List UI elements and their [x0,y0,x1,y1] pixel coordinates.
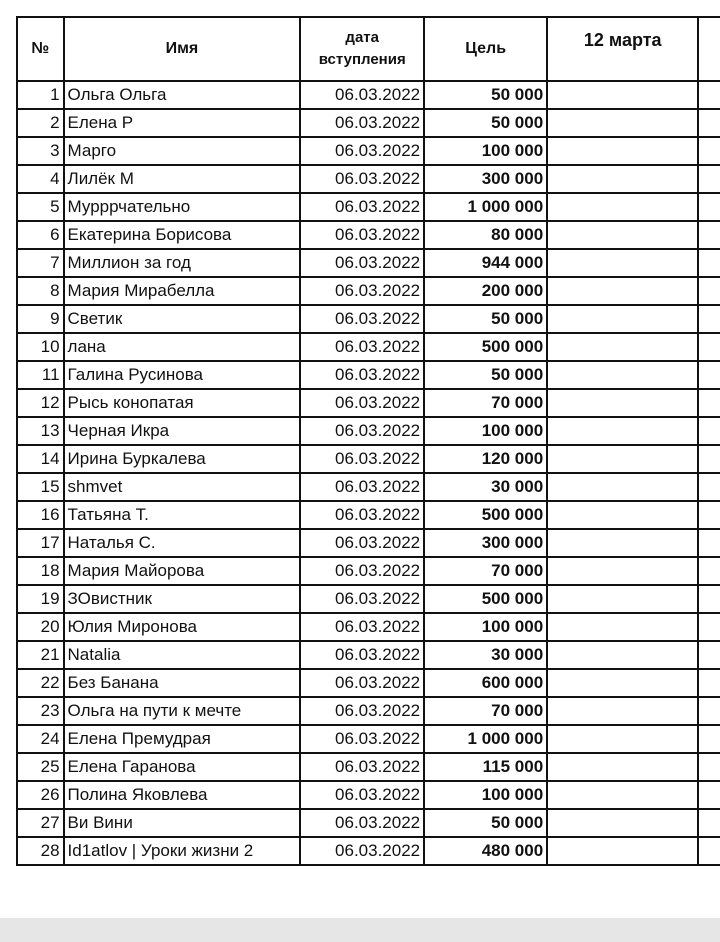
row-goal: 500 000 [424,333,547,361]
row-next-cell [698,809,720,837]
row-goal: 944 000 [424,249,547,277]
row-next-cell [698,361,720,389]
row-goal: 600 000 [424,669,547,697]
row-name: Юлия Миронова [64,613,301,641]
table-row [17,781,720,809]
row-number: 28 [17,837,64,865]
row-next-cell [698,585,720,613]
row-goal: 50 000 [424,305,547,333]
row-day-cell [547,837,698,865]
row-number: 3 [17,137,64,165]
row-next-cell [698,305,720,333]
row-number: 15 [17,473,64,501]
table-row [17,809,720,837]
row-join-date: 06.03.2022 [300,305,424,333]
row-goal: 120 000 [424,445,547,473]
row-number: 6 [17,221,64,249]
row-join-date: 06.03.2022 [300,613,424,641]
row-number: 7 [17,249,64,277]
row-name: Ольга Ольга [64,81,301,109]
table-row [17,109,720,137]
row-number: 5 [17,193,64,221]
row-name: shmvet [64,473,301,501]
row-number: 20 [17,613,64,641]
row-day-cell [547,165,698,193]
row-day-cell [547,473,698,501]
row-day-cell [547,417,698,445]
row-next-cell [698,753,720,781]
row-goal: 70 000 [424,697,547,725]
row-day-cell [547,753,698,781]
row-next-cell [698,417,720,445]
row-next-cell [698,669,720,697]
row-name: Мурррчательно [64,193,301,221]
row-join-date: 06.03.2022 [300,697,424,725]
row-join-date: 06.03.2022 [300,473,424,501]
table-row [17,725,720,753]
row-next-cell [698,81,720,109]
header-day-12-march: 12 марта [547,17,698,81]
row-join-date: 06.03.2022 [300,669,424,697]
row-join-date: 06.03.2022 [300,809,424,837]
table-row [17,333,720,361]
row-next-cell [698,837,720,865]
row-day-cell [547,333,698,361]
page-bottom-margin [0,918,720,942]
row-number: 14 [17,445,64,473]
table-row [17,361,720,389]
table-row [17,585,720,613]
row-join-date: 06.03.2022 [300,585,424,613]
row-day-cell [547,697,698,725]
row-goal: 100 000 [424,613,547,641]
row-goal: 115 000 [424,753,547,781]
row-day-cell [547,557,698,585]
row-goal: 1 000 000 [424,193,547,221]
table-row [17,613,720,641]
row-goal: 30 000 [424,641,547,669]
row-name: лана [64,333,301,361]
row-number: 2 [17,109,64,137]
row-number: 8 [17,277,64,305]
table-header-row [17,17,720,81]
table-body [17,81,720,865]
row-next-cell [698,641,720,669]
row-join-date: 06.03.2022 [300,333,424,361]
row-name: Natalia [64,641,301,669]
header-join-date: дата вступления [300,17,424,81]
row-join-date: 06.03.2022 [300,781,424,809]
row-join-date: 06.03.2022 [300,417,424,445]
row-day-cell [547,221,698,249]
row-number: 10 [17,333,64,361]
row-number: 19 [17,585,64,613]
row-join-date: 06.03.2022 [300,277,424,305]
table-row [17,137,720,165]
row-goal: 30 000 [424,473,547,501]
row-next-cell [698,529,720,557]
row-goal: 50 000 [424,809,547,837]
row-next-cell [698,613,720,641]
row-name: Ирина Буркалева [64,445,301,473]
row-day-cell [547,389,698,417]
table-row [17,669,720,697]
row-day-cell [547,613,698,641]
row-join-date: 06.03.2022 [300,165,424,193]
row-goal: 50 000 [424,361,547,389]
row-goal: 1 000 000 [424,725,547,753]
row-name: Лилёк М [64,165,301,193]
row-name: Рысь конопатая [64,389,301,417]
header-number: № [17,17,64,81]
row-name: ЗОвистник [64,585,301,613]
table-row [17,389,720,417]
row-name: Елена Премудрая [64,725,301,753]
row-join-date: 06.03.2022 [300,445,424,473]
table-row [17,249,720,277]
row-next-cell [698,193,720,221]
row-number: 17 [17,529,64,557]
row-goal: 100 000 [424,417,547,445]
row-name: Без Банана [64,669,301,697]
row-day-cell [547,781,698,809]
row-number: 23 [17,697,64,725]
row-number: 16 [17,501,64,529]
row-name: Черная Икра [64,417,301,445]
row-number: 22 [17,669,64,697]
row-day-cell [547,81,698,109]
row-number: 26 [17,781,64,809]
row-name: Светик [64,305,301,333]
row-goal: 50 000 [424,109,547,137]
row-name: Татьяна Т. [64,501,301,529]
row-number: 12 [17,389,64,417]
row-next-cell [698,725,720,753]
row-number: 9 [17,305,64,333]
header-next-column [698,17,720,81]
table-row [17,697,720,725]
row-name: Ви Вини [64,809,301,837]
row-next-cell [698,165,720,193]
table-row [17,165,720,193]
header-name: Имя [64,17,301,81]
row-number: 24 [17,725,64,753]
row-join-date: 06.03.2022 [300,249,424,277]
table-row [17,473,720,501]
row-name: Мария Мирабелла [64,277,301,305]
row-next-cell [698,389,720,417]
row-goal: 500 000 [424,585,547,613]
row-number: 4 [17,165,64,193]
row-join-date: 06.03.2022 [300,137,424,165]
row-join-date: 06.03.2022 [300,837,424,865]
row-join-date: 06.03.2022 [300,109,424,137]
table-row [17,557,720,585]
row-day-cell [547,725,698,753]
spreadsheet-page [16,16,720,916]
table-row [17,529,720,557]
row-goal: 300 000 [424,165,547,193]
row-join-date: 06.03.2022 [300,641,424,669]
row-goal: 300 000 [424,529,547,557]
table-row [17,277,720,305]
row-day-cell [547,501,698,529]
row-join-date: 06.03.2022 [300,221,424,249]
row-name: Елена Р [64,109,301,137]
row-name: Екатерина Борисова [64,221,301,249]
row-name: Марго [64,137,301,165]
table-row [17,445,720,473]
row-day-cell [547,277,698,305]
row-join-date: 06.03.2022 [300,753,424,781]
table-row [17,305,720,333]
row-next-cell [698,501,720,529]
row-next-cell [698,781,720,809]
row-next-cell [698,473,720,501]
table-row [17,501,720,529]
row-day-cell [547,529,698,557]
row-next-cell [698,249,720,277]
row-day-cell [547,809,698,837]
row-number: 27 [17,809,64,837]
row-join-date: 06.03.2022 [300,529,424,557]
row-day-cell [547,305,698,333]
row-next-cell [698,221,720,249]
row-next-cell [698,137,720,165]
row-number: 25 [17,753,64,781]
row-name: Миллион за год [64,249,301,277]
row-join-date: 06.03.2022 [300,389,424,417]
row-goal: 480 000 [424,837,547,865]
row-goal: 50 000 [424,81,547,109]
header-goal: Цель [424,17,547,81]
row-goal: 100 000 [424,137,547,165]
row-goal: 100 000 [424,781,547,809]
row-goal: 200 000 [424,277,547,305]
row-name: Наталья С. [64,529,301,557]
row-name: Мария Майорова [64,557,301,585]
row-day-cell [547,641,698,669]
row-next-cell [698,277,720,305]
row-join-date: 06.03.2022 [300,557,424,585]
row-day-cell [547,669,698,697]
row-next-cell [698,697,720,725]
row-day-cell [547,445,698,473]
row-goal: 70 000 [424,557,547,585]
row-next-cell [698,109,720,137]
row-goal: 80 000 [424,221,547,249]
row-name: Галина Русинова [64,361,301,389]
row-day-cell [547,361,698,389]
row-number: 13 [17,417,64,445]
row-join-date: 06.03.2022 [300,361,424,389]
table-row [17,221,720,249]
row-join-date: 06.03.2022 [300,193,424,221]
row-goal: 70 000 [424,389,547,417]
table-row [17,81,720,109]
row-next-cell [698,557,720,585]
row-goal: 500 000 [424,501,547,529]
row-name: Id1atlov | Уроки жизни 2 [64,837,301,865]
row-number: 11 [17,361,64,389]
table-row [17,417,720,445]
row-number: 21 [17,641,64,669]
table-row [17,193,720,221]
row-number: 1 [17,81,64,109]
row-day-cell [547,193,698,221]
row-next-cell [698,333,720,361]
row-name: Елена Гаранова [64,753,301,781]
table-row [17,753,720,781]
row-number: 18 [17,557,64,585]
row-name: Полина Яковлева [64,781,301,809]
row-join-date: 06.03.2022 [300,725,424,753]
row-join-date: 06.03.2022 [300,81,424,109]
row-day-cell [547,585,698,613]
row-name: Ольга на пути к мечте [64,697,301,725]
table-row [17,641,720,669]
participants-table [16,16,720,866]
row-day-cell [547,109,698,137]
table-row [17,837,720,865]
row-join-date: 06.03.2022 [300,501,424,529]
row-next-cell [698,445,720,473]
row-day-cell [547,137,698,165]
row-day-cell [547,249,698,277]
